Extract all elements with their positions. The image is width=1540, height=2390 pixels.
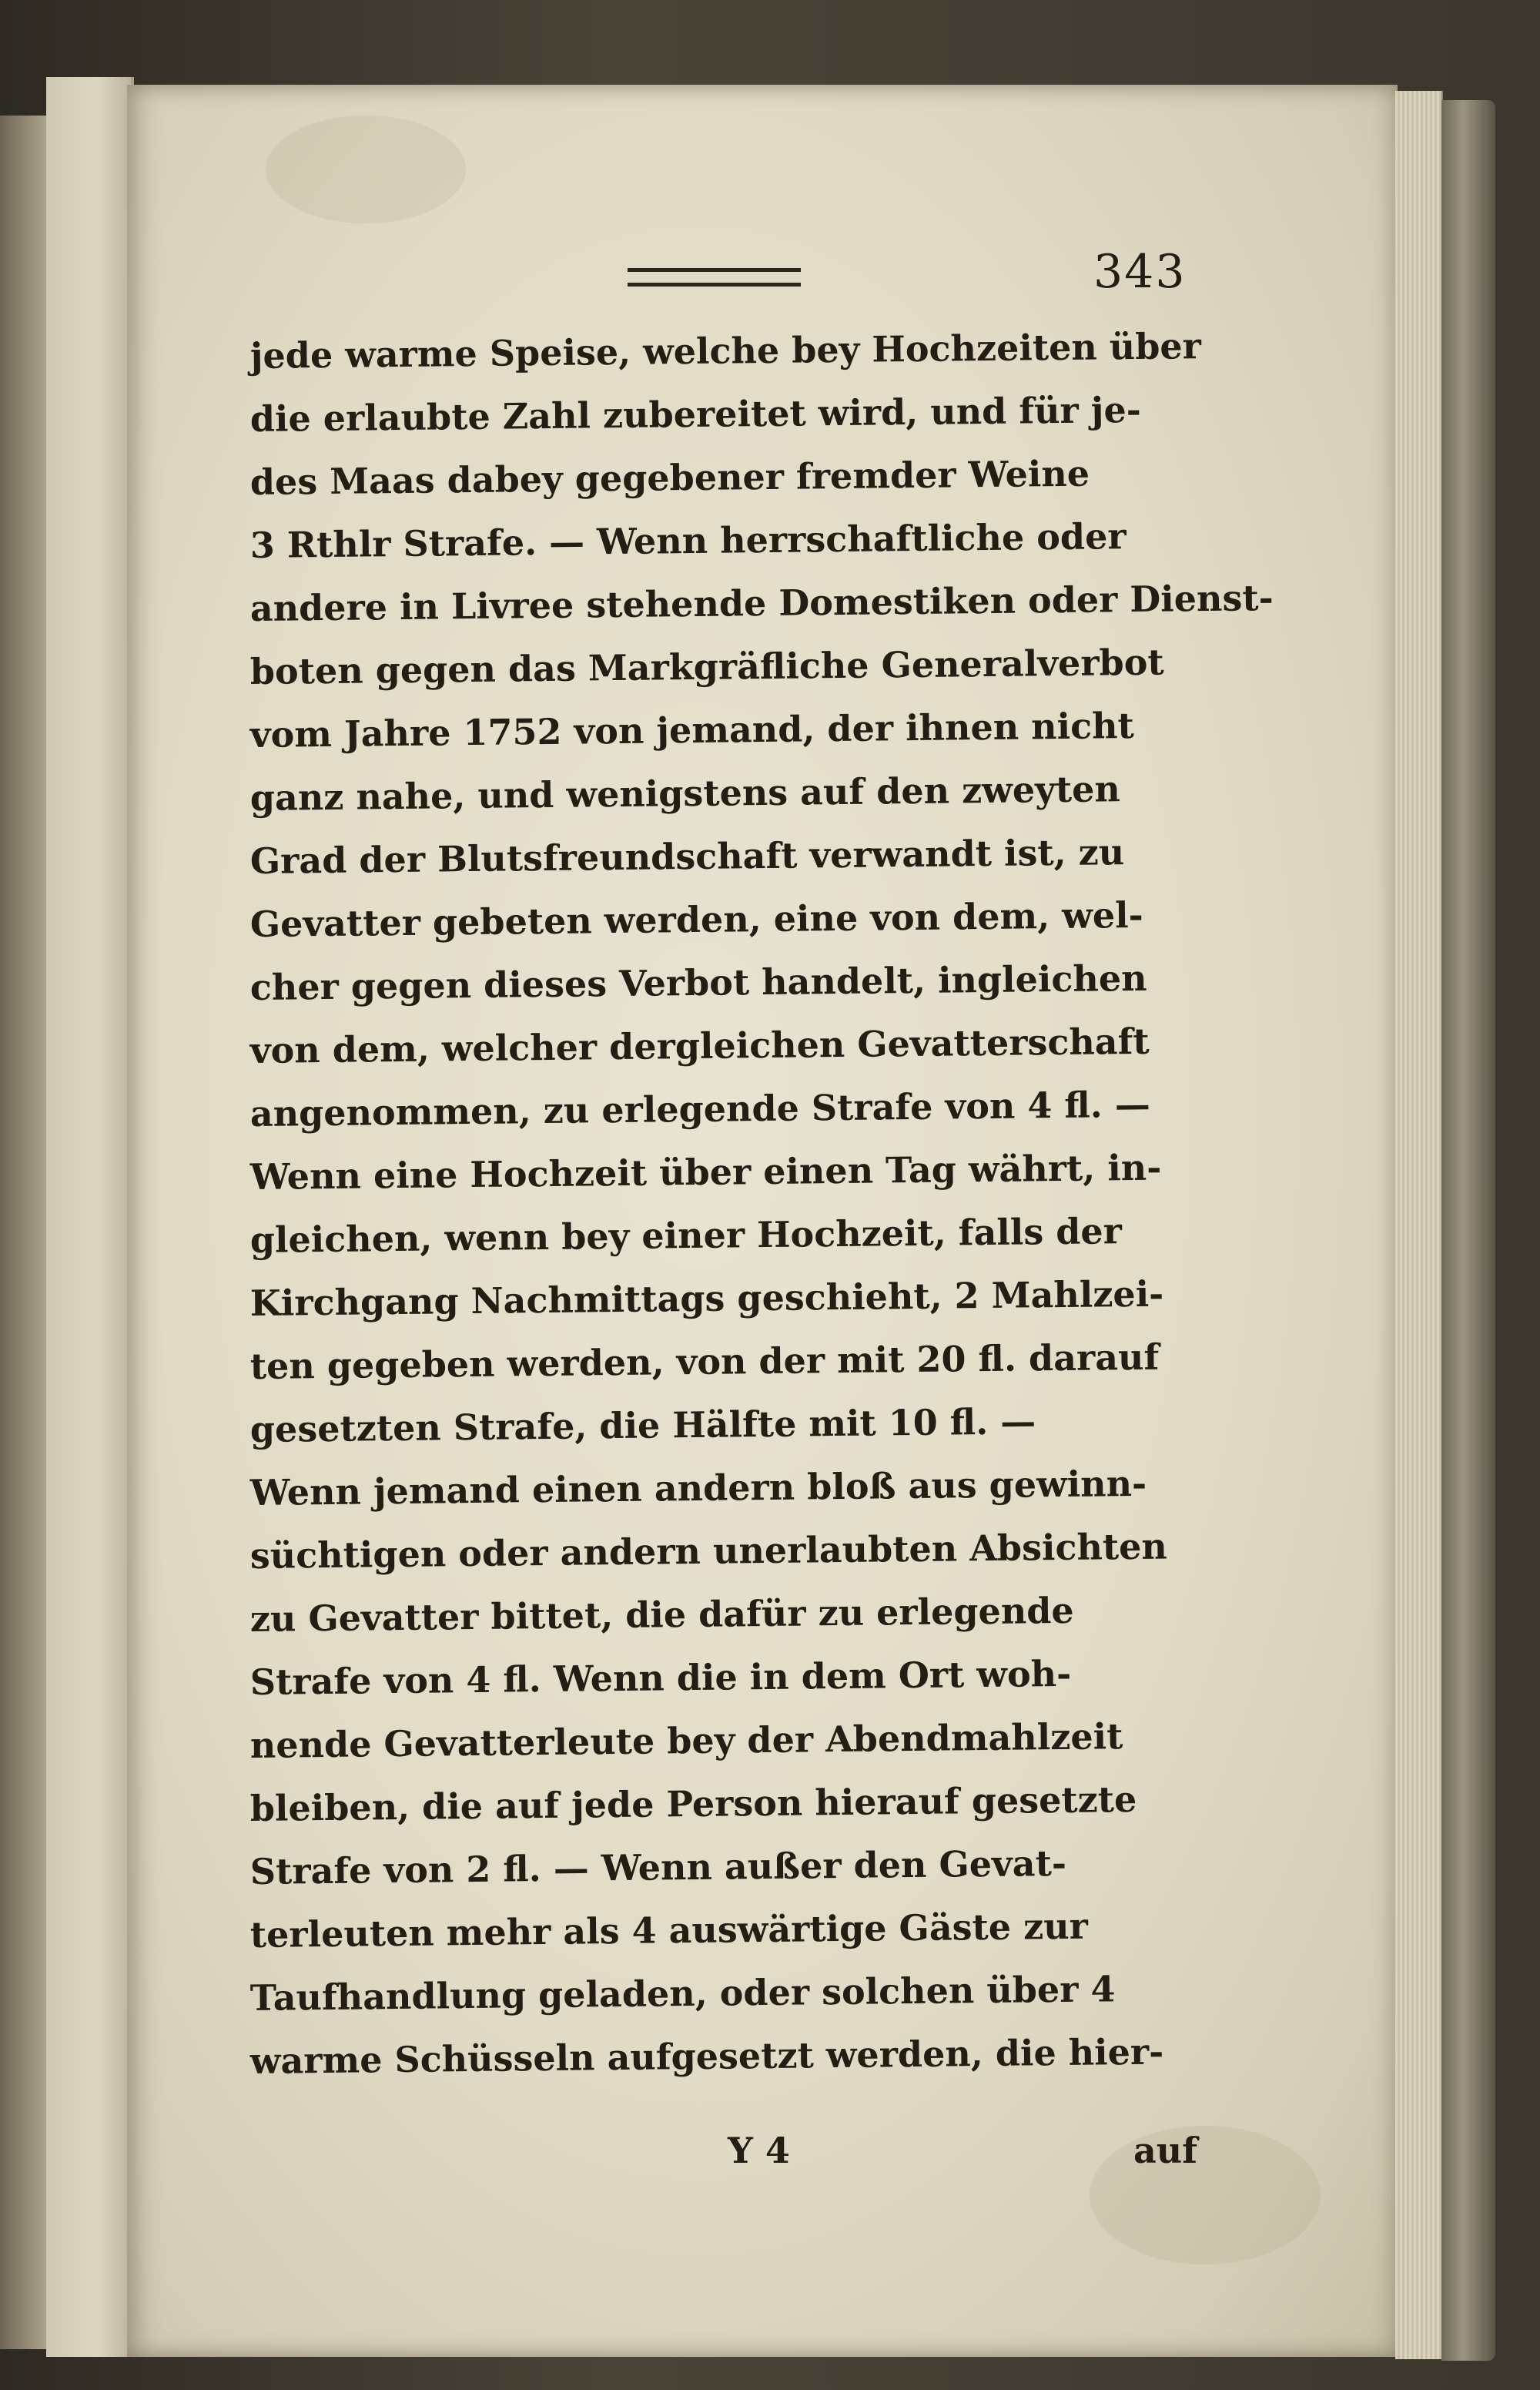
text-line: angenommen, zu erlegende Strafe von 4 fl. — — [249, 1083, 1151, 1135]
text-line: Gevatter gebeten werden, eine von dem, wel- — [249, 893, 1143, 945]
signature-mark: Y 4 — [728, 2130, 790, 2171]
text-line: die erlaubte Zahl zubereitet wird, und für je- — [249, 388, 1142, 440]
text-line: 3 Rthlr Strafe. — Wenn herrschaftliche oder — [249, 515, 1127, 566]
text-line: jede warme Speise, welche bey Hochzeiten über — [249, 325, 1202, 377]
page-number: 343 — [1093, 245, 1187, 299]
text-line: Kirchgang Nachmittags geschieht, 2 Mahlzei- — [249, 1272, 1164, 1324]
text-line: nende Gevatterleute bey der Abendmahlzeit — [249, 1715, 1123, 1766]
catchword: auf — [1133, 2130, 1197, 2171]
text-line: vom Jahre 1752 von jemand, der ihnen nicht — [249, 704, 1135, 756]
header-double-rule — [628, 268, 801, 287]
text-line: cher gegen dieses Verbot handelt, ingleichen — [249, 957, 1147, 1008]
text-line: zu Gevatter bittet, die dafür zu erlegende — [249, 1589, 1074, 1640]
page-edges — [1395, 91, 1443, 2359]
text-line: andere in Livree stehende Domestiken oder Dienst- — [249, 577, 1274, 629]
text-line: bleiben, die auf jede Person hierauf gesetzte — [249, 1778, 1137, 1829]
page-footer — [250, 2130, 1197, 2191]
text-line: süchtigen oder andern unerlaubten Absichten — [249, 1525, 1168, 1577]
text-line: Wenn jemand einen andern bloß aus gewinn- — [249, 1462, 1147, 1513]
text-line: warme Schüsseln aufgesetzt werden, die hier- — [249, 2030, 1164, 2082]
text-line: gesetzten Strafe, die Hälfte mit 10 fl. — — [249, 1400, 1036, 1450]
body-text — [249, 325, 1274, 2103]
left-cover-board — [46, 77, 134, 2357]
text-line: terleuten mehr als 4 auswärtige Gäste zur — [249, 1905, 1089, 1956]
text-line: Strafe von 4 fl. Wenn die in dem Ort woh- — [249, 1652, 1072, 1703]
text-line: Wenn eine Hochzeit über einen Tag währt, in- — [249, 1146, 1162, 1198]
paper-stain — [266, 116, 466, 223]
text-line: boten gegen das Markgräfliche Generalverbot — [249, 641, 1164, 692]
text-line: ganz nahe, und wenigstens auf den zweyten — [249, 768, 1121, 819]
text-line: Taufhandlung geladen, oder solchen über 4 — [249, 1968, 1116, 2019]
text-line: ten gegeben werden, von der mit 20 fl. darauf — [249, 1336, 1160, 1387]
text-line: gleichen, wenn bey einer Hochzeit, falls der — [249, 1210, 1123, 1261]
text-line: Strafe von 2 fl. — Wenn außer den Gevat- — [249, 1842, 1067, 1892]
text-line: des Maas dabey gegebener fremder Weine — [249, 452, 1090, 503]
right-cover-board — [1441, 100, 1495, 2361]
text-line: von dem, welcher dergleichen Gevatterschaft — [249, 1020, 1150, 1071]
text-line: Grad der Blutsfreundschaft verwandt ist, zu — [249, 831, 1125, 882]
